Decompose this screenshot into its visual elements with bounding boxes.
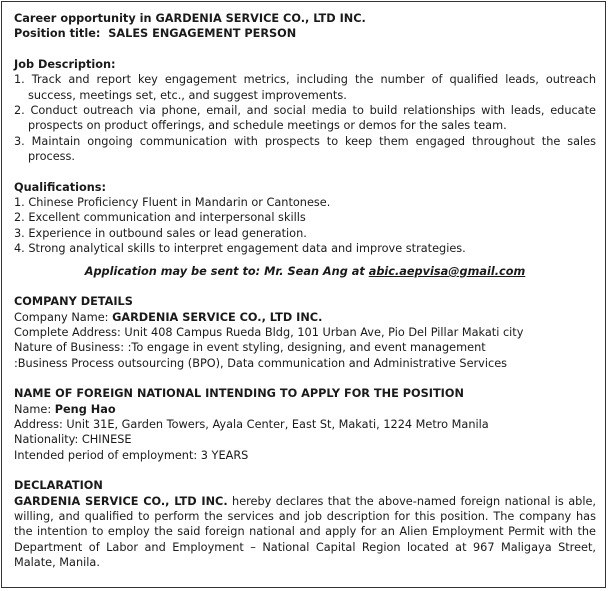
application-line: [14, 264, 596, 279]
foreign-national-address: Address: Unit 31E, Garden Towers, Ayala Center, East St, Makati, 1224 Metro Manila: [14, 417, 489, 431]
list-item: 2. Excellent communication and interpersonal skills: [14, 211, 306, 225]
foreign-national-name-value: Peng Hao: [54, 402, 116, 416]
declaration-text: [14, 494, 596, 571]
application-email-link[interactable]: abic.aepvisa@gmail.com: [368, 264, 526, 278]
foreign-national-nationality: Nationality: CHINESE: [14, 433, 132, 447]
company-name-value: GARDENIA SERVICE CO., LTD INC.: [112, 310, 323, 324]
application-text: Application may be sent to: Mr. Sean Ang at: [84, 264, 369, 278]
qualifications-list: [14, 195, 596, 257]
list-item: 1. Track and report key engagement metrics, including the number of qualified leads, outreach success, meetings set, etc., and suggest improvements.: [14, 73, 596, 102]
company-name: [14, 310, 596, 325]
declaration-company: GARDENIA SERVICE CO., LTD INC.: [14, 494, 228, 508]
position-value: SALES ENGAGEMENT PERSON: [108, 27, 297, 41]
list-item: 1. Chinese Proficiency Fluent in Mandarin or Cantonese.: [14, 196, 331, 210]
declaration-heading: DECLARATION: [14, 479, 103, 493]
list-item: 4. Strong analytical skills to interpret engagement data and improve strategies.: [14, 242, 466, 256]
job-description-heading: Job Description:: [14, 57, 116, 71]
employment-period: Intended period of employment: 3 YEARS: [14, 448, 249, 462]
list-item: 2. Conduct outreach via phone, email, and social media to build relationships with leads, educate prospects on product offerings, and schedule meetings or demos for the sales team.: [14, 104, 596, 133]
qualifications-heading: Qualifications:: [14, 180, 107, 194]
foreign-national-name: [14, 402, 596, 417]
foreign-national-heading: NAME OF FOREIGN NATIONAL INTENDING TO APPLY FOR THE POSITION: [14, 387, 464, 401]
position-title: [14, 26, 596, 41]
list-item: 3. Experience in outbound sales or lead generation.: [14, 226, 307, 240]
career-line: Career opportunity in GARDENIA SERVICE CO., LTD INC.: [14, 12, 366, 25]
position-label: Position title:: [14, 27, 101, 41]
job-ad: [14, 11, 596, 571]
company-business-1: Nature of Business: :To engage in event styling, designing, and event management: [14, 341, 486, 355]
company-name-label: Company Name:: [14, 310, 113, 324]
company-address: Complete Address: Unit 408 Campus Rueda Bldg, 101 Urban Ave, Pio Del Pillar Makati city: [14, 325, 524, 339]
company-details-heading: COMPANY DETAILS: [14, 295, 133, 309]
company-business-2: :Business Process outsourcing (BPO), Data communication and Administrative Services: [14, 356, 508, 370]
foreign-national-name-label: Name:: [14, 402, 55, 416]
declaration-body: hereby declares that the above-named foreign national is able, willing, and qualified to perform the services and job description for this position. The company has the intention to employ the said foreign national and apply for an Alien Employment Permit with the Department of Labor and Employment – National Capital Region located at 967 Maligaya Street, Malate, Manila.: [14, 494, 596, 570]
job-description-list: [14, 72, 596, 164]
list-item: 3. Maintain ongoing communication with prospects to keep them engaged throughout the sales process.: [14, 134, 596, 164]
